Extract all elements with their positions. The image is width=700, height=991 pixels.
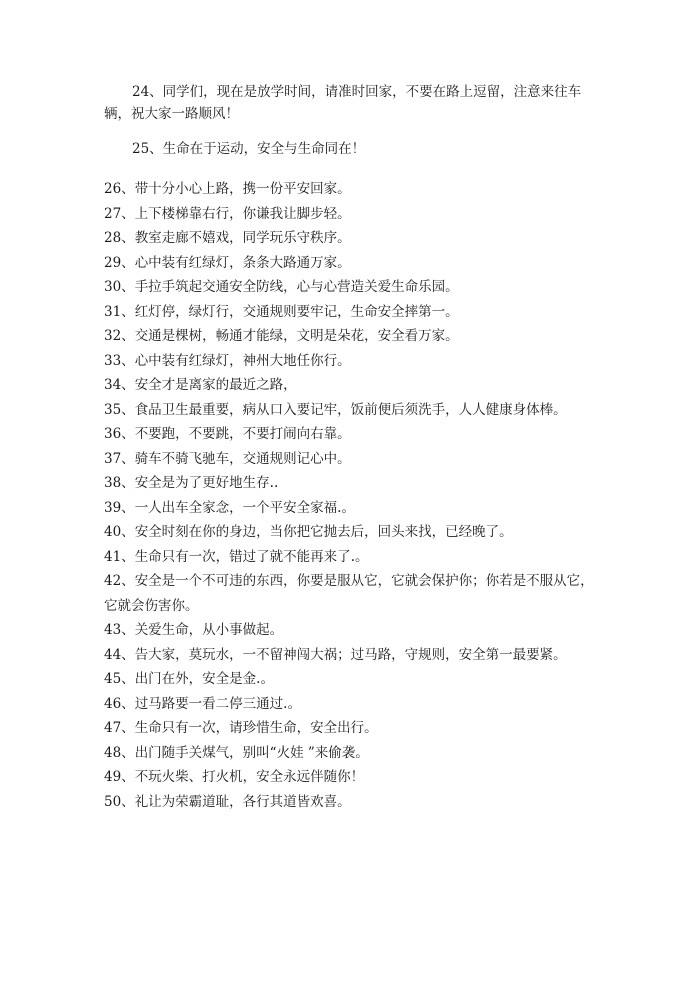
item-number: 49、 [104,769,135,785]
list-item [104,275,604,300]
item-text: 带十分小心上路，携一份平安回家。 [134,181,351,197]
item-number: 32、 [104,328,135,344]
list-item [104,324,604,349]
item-text: 出门在外，安全是金.。 [134,671,274,687]
item-number: 29、 [104,254,135,271]
item-text: 告大家，莫玩水，一不留神闯大祸；过马路，守规则，安全第一最要紧。 [134,646,567,663]
list-item [104,569,604,618]
item-text: 上下楼梯靠右行，你谦我让脚步轻。 [134,205,351,222]
list-item [104,422,604,447]
item-text: 安全才是离家的最近之路， [134,377,297,393]
item-text: 礼让为荣霸道耻，各行其道皆欢喜。 [134,793,351,810]
list-item [104,373,604,398]
paragraph-25 [104,138,604,160]
item-text: 安全是一个不可违的东西，你要是服从它，它就会保护你；你若是不服从它，它就会伤害你。 [104,573,594,614]
item-number: 37、 [104,450,135,467]
item-text: 心中装有红绿灯，神州大地任你行。 [134,352,351,369]
list-item [104,202,604,227]
item-number: 35、 [104,401,135,418]
item-number: 34、 [104,377,135,393]
list-item [104,790,604,815]
list-item [104,349,604,374]
list-item [104,741,604,766]
item-text: 生命只有一次，请珍惜生命，安全出行。 [134,720,378,736]
list-item [104,496,604,521]
item-text: 过马路要一看二停三通过.。 [134,695,301,712]
item-number: 38、 [104,475,135,491]
item-number: 33、 [104,352,135,369]
item-number: 48、 [104,744,135,761]
list-item [104,716,604,741]
item-number: 28、 [104,230,135,246]
item-number: 36、 [104,426,135,442]
list-item [104,667,604,692]
item-number: 41、 [104,548,135,565]
item-text: 教室走廊不嬉戏，同学玩乐守秩序。 [134,230,351,246]
paragraph-24 [104,81,604,125]
list-item [104,765,604,790]
item-number: 46、 [104,695,135,712]
paragraph-text: 24、同学们，现在是放学时间，请准时回家，不要在路上逗留，注意来往车辆，祝大家一路顺风！ [104,84,582,122]
item-text: 生命只有一次，错过了就不能再来了.。 [134,548,369,565]
item-number: 50、 [104,793,135,810]
list-item [104,398,604,423]
item-number: 43、 [104,622,135,638]
list-item [104,251,604,276]
item-number: 31、 [104,303,135,320]
item-number: 40、 [104,524,135,540]
item-text: 交通是棵树，畅通才能绿，文明是朵花，安全看万家。 [134,328,459,344]
item-number: 45、 [104,671,135,687]
item-number: 27、 [104,205,135,222]
item-text: 安全是为了更好地生存.. [134,475,279,491]
item-number: 39、 [104,499,135,516]
list-item [104,545,604,570]
list-item [104,520,604,545]
paragraph-text: 25、生命在于运动，安全与生命同在！ [132,141,366,157]
slogan-list [104,177,604,814]
item-text: 手拉手筑起交通安全防线，心与心营造关爱生命乐园。 [134,279,459,295]
item-text: 出门随手关煤气，别叫“火娃 ”来偷袭。 [134,744,369,761]
list-item [104,177,604,202]
list-item [104,643,604,668]
item-number: 42、 [104,573,135,589]
item-text: 不要跑，不要跳，不要打闹向右靠。 [134,426,351,442]
item-text: 食品卫生最重要，病从口入要记牢，饭前便后须洗手，人人健康身体棒。 [134,401,567,418]
list-item [104,300,604,325]
item-number: 44、 [104,646,135,663]
item-number: 47、 [104,720,135,736]
item-text: 不玩火柴、打火机，安全永远伴随你！ [134,769,365,785]
list-item [104,471,604,496]
item-text: 安全时刻在你的身边，当你把它抛去后，回头来找，已经晚了。 [134,524,513,540]
item-text: 红灯停，绿灯行，交通规则要牢记，生命安全摔第一。 [134,303,459,320]
item-text: 一人出车全家念，一个平安全家福.。 [134,499,355,516]
item-number: 30、 [104,279,135,295]
item-text: 骑车不骑飞驰车，交通规则记心中。 [134,450,351,467]
item-text: 关爱生命，从小事做起。 [134,622,284,638]
list-item [104,447,604,472]
list-item [104,692,604,717]
item-number: 26、 [104,181,135,197]
list-item [104,226,604,251]
list-item [104,618,604,643]
item-text: 心中装有红绿灯，条条大路通万家。 [134,254,351,271]
